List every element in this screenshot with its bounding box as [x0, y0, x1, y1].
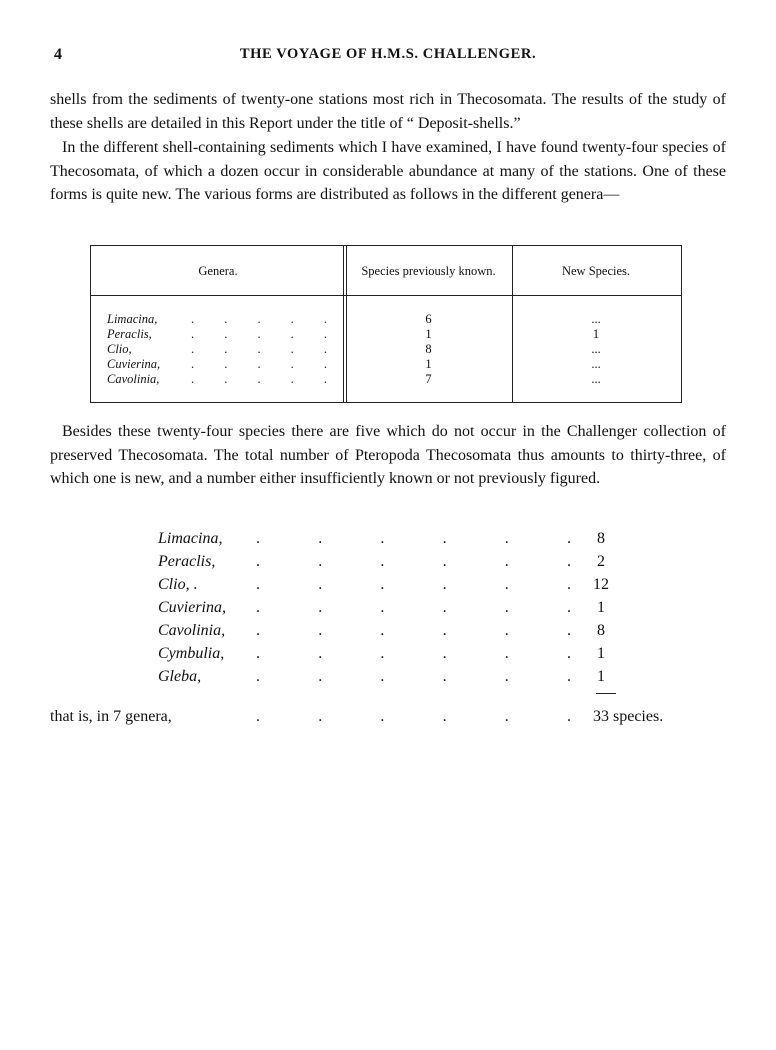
table-cell-new: ... [591, 372, 601, 386]
summary-count: 1 [597, 668, 605, 685]
summary-genus: Gleba, [158, 668, 202, 685]
summary-row [158, 665, 628, 689]
leader-dots: . . . . . [191, 312, 327, 326]
summary-count: 1 [597, 599, 605, 616]
summary-count: 8 [597, 622, 605, 639]
summary-row [158, 619, 628, 643]
table-cell-new: ... [591, 312, 601, 326]
summary-row [158, 527, 628, 551]
table-cell-genus: Cuvierina, [107, 357, 161, 371]
leader-dots: . . . . . . [256, 553, 571, 570]
table-header-new: New Species. [561, 263, 631, 278]
table-cell-new: ... [591, 342, 601, 356]
paragraph-2: In the different shell-containing sediments which I have examined, I have found twenty-four species of Thecosomata, of which a dozen occur in considerable abundance at many of the stations. One of these forms is quite new. The various forms are distributed as follows in the different genera— [50, 139, 726, 203]
table-header-rule [91, 295, 681, 296]
table-cell-known: 8 [425, 342, 432, 356]
leader-dots: . . . . . [191, 372, 327, 386]
table-divider [343, 246, 344, 296]
leader-dots: . . . . . . [256, 576, 571, 593]
summary-count: 1 [597, 645, 605, 662]
summary-row [158, 642, 628, 666]
table-divider [346, 246, 347, 296]
table-cell-genus: Peraclis, [107, 327, 152, 341]
table-row [91, 342, 680, 357]
page-number: 4 [54, 46, 62, 63]
leader-dots: . . . . . . [256, 668, 571, 685]
leader-dots: . . . . . . [256, 599, 571, 616]
summary-total-row [50, 705, 726, 729]
table-row [91, 357, 680, 372]
leader-dots: . . . . . [191, 327, 327, 341]
page-header [50, 46, 726, 68]
table-header-genera: Genera. [198, 263, 238, 278]
table-cell-known: 6 [425, 312, 432, 326]
summary-row [158, 596, 628, 620]
table-row [91, 372, 680, 387]
table-divider [512, 246, 513, 296]
genera-table [90, 245, 682, 403]
leader-dots: . . . . . . [256, 708, 571, 725]
table-row [91, 327, 680, 342]
table-cell-genus: Clio, [107, 342, 132, 356]
leader-dots: . . . . . . [256, 622, 571, 639]
table-cell-genus: Limacina, [107, 312, 158, 326]
table-cell-new: 1 [592, 327, 600, 341]
paragraph-3: Besides these twenty-four species there are five which do not occur in the Challenger collection of preserved Thecosomata. The total number of Pteropoda Thecosomata thus amounts to thirty-three, of which one is new, and a number either insufficiently known or not previously figured. [50, 423, 726, 487]
summary-count: 8 [597, 530, 605, 547]
summary-genus: Cavolinia, [158, 622, 226, 639]
table-row [91, 312, 680, 327]
leader-dots: . . . . . [191, 342, 327, 356]
table-cell-known: 1 [425, 327, 432, 341]
summary-row [158, 550, 628, 574]
table-cell-genus: Cavolinia, [107, 372, 160, 386]
table-header-known: Species previously known. [361, 263, 496, 278]
summary-count: 12 [593, 576, 609, 593]
table-cell-known: 7 [425, 372, 432, 386]
summary-genus: Limacina, [158, 530, 223, 547]
leader-dots: . . . . . . [256, 645, 571, 662]
summary-genus: Cuvierina, [158, 599, 226, 616]
sum-rule [596, 693, 616, 694]
summary-total-value: 33 species. [593, 708, 664, 725]
summary-total-label: that is, in 7 genera, [50, 708, 172, 725]
leader-dots: . . . . . . [256, 530, 571, 547]
running-title: THE VOYAGE OF H.M.S. CHALLENGER. [239, 46, 537, 62]
summary-genus: Clio, . [158, 576, 198, 593]
table-cell-new: ... [591, 357, 601, 371]
summary-count: 2 [597, 553, 605, 570]
summary-row [158, 573, 628, 597]
leader-dots: . . . . . [191, 357, 327, 371]
summary-genus: Peraclis, [158, 553, 216, 570]
paragraph-1: shells from the sediments of twenty-one stations most rich in Thecosomata. The results of the study of these shells are detailed in this Report under the title of “ Deposit-shells.” [50, 91, 726, 132]
summary-genus: Cymbulia, [158, 645, 225, 662]
table-cell-known: 1 [425, 357, 432, 371]
